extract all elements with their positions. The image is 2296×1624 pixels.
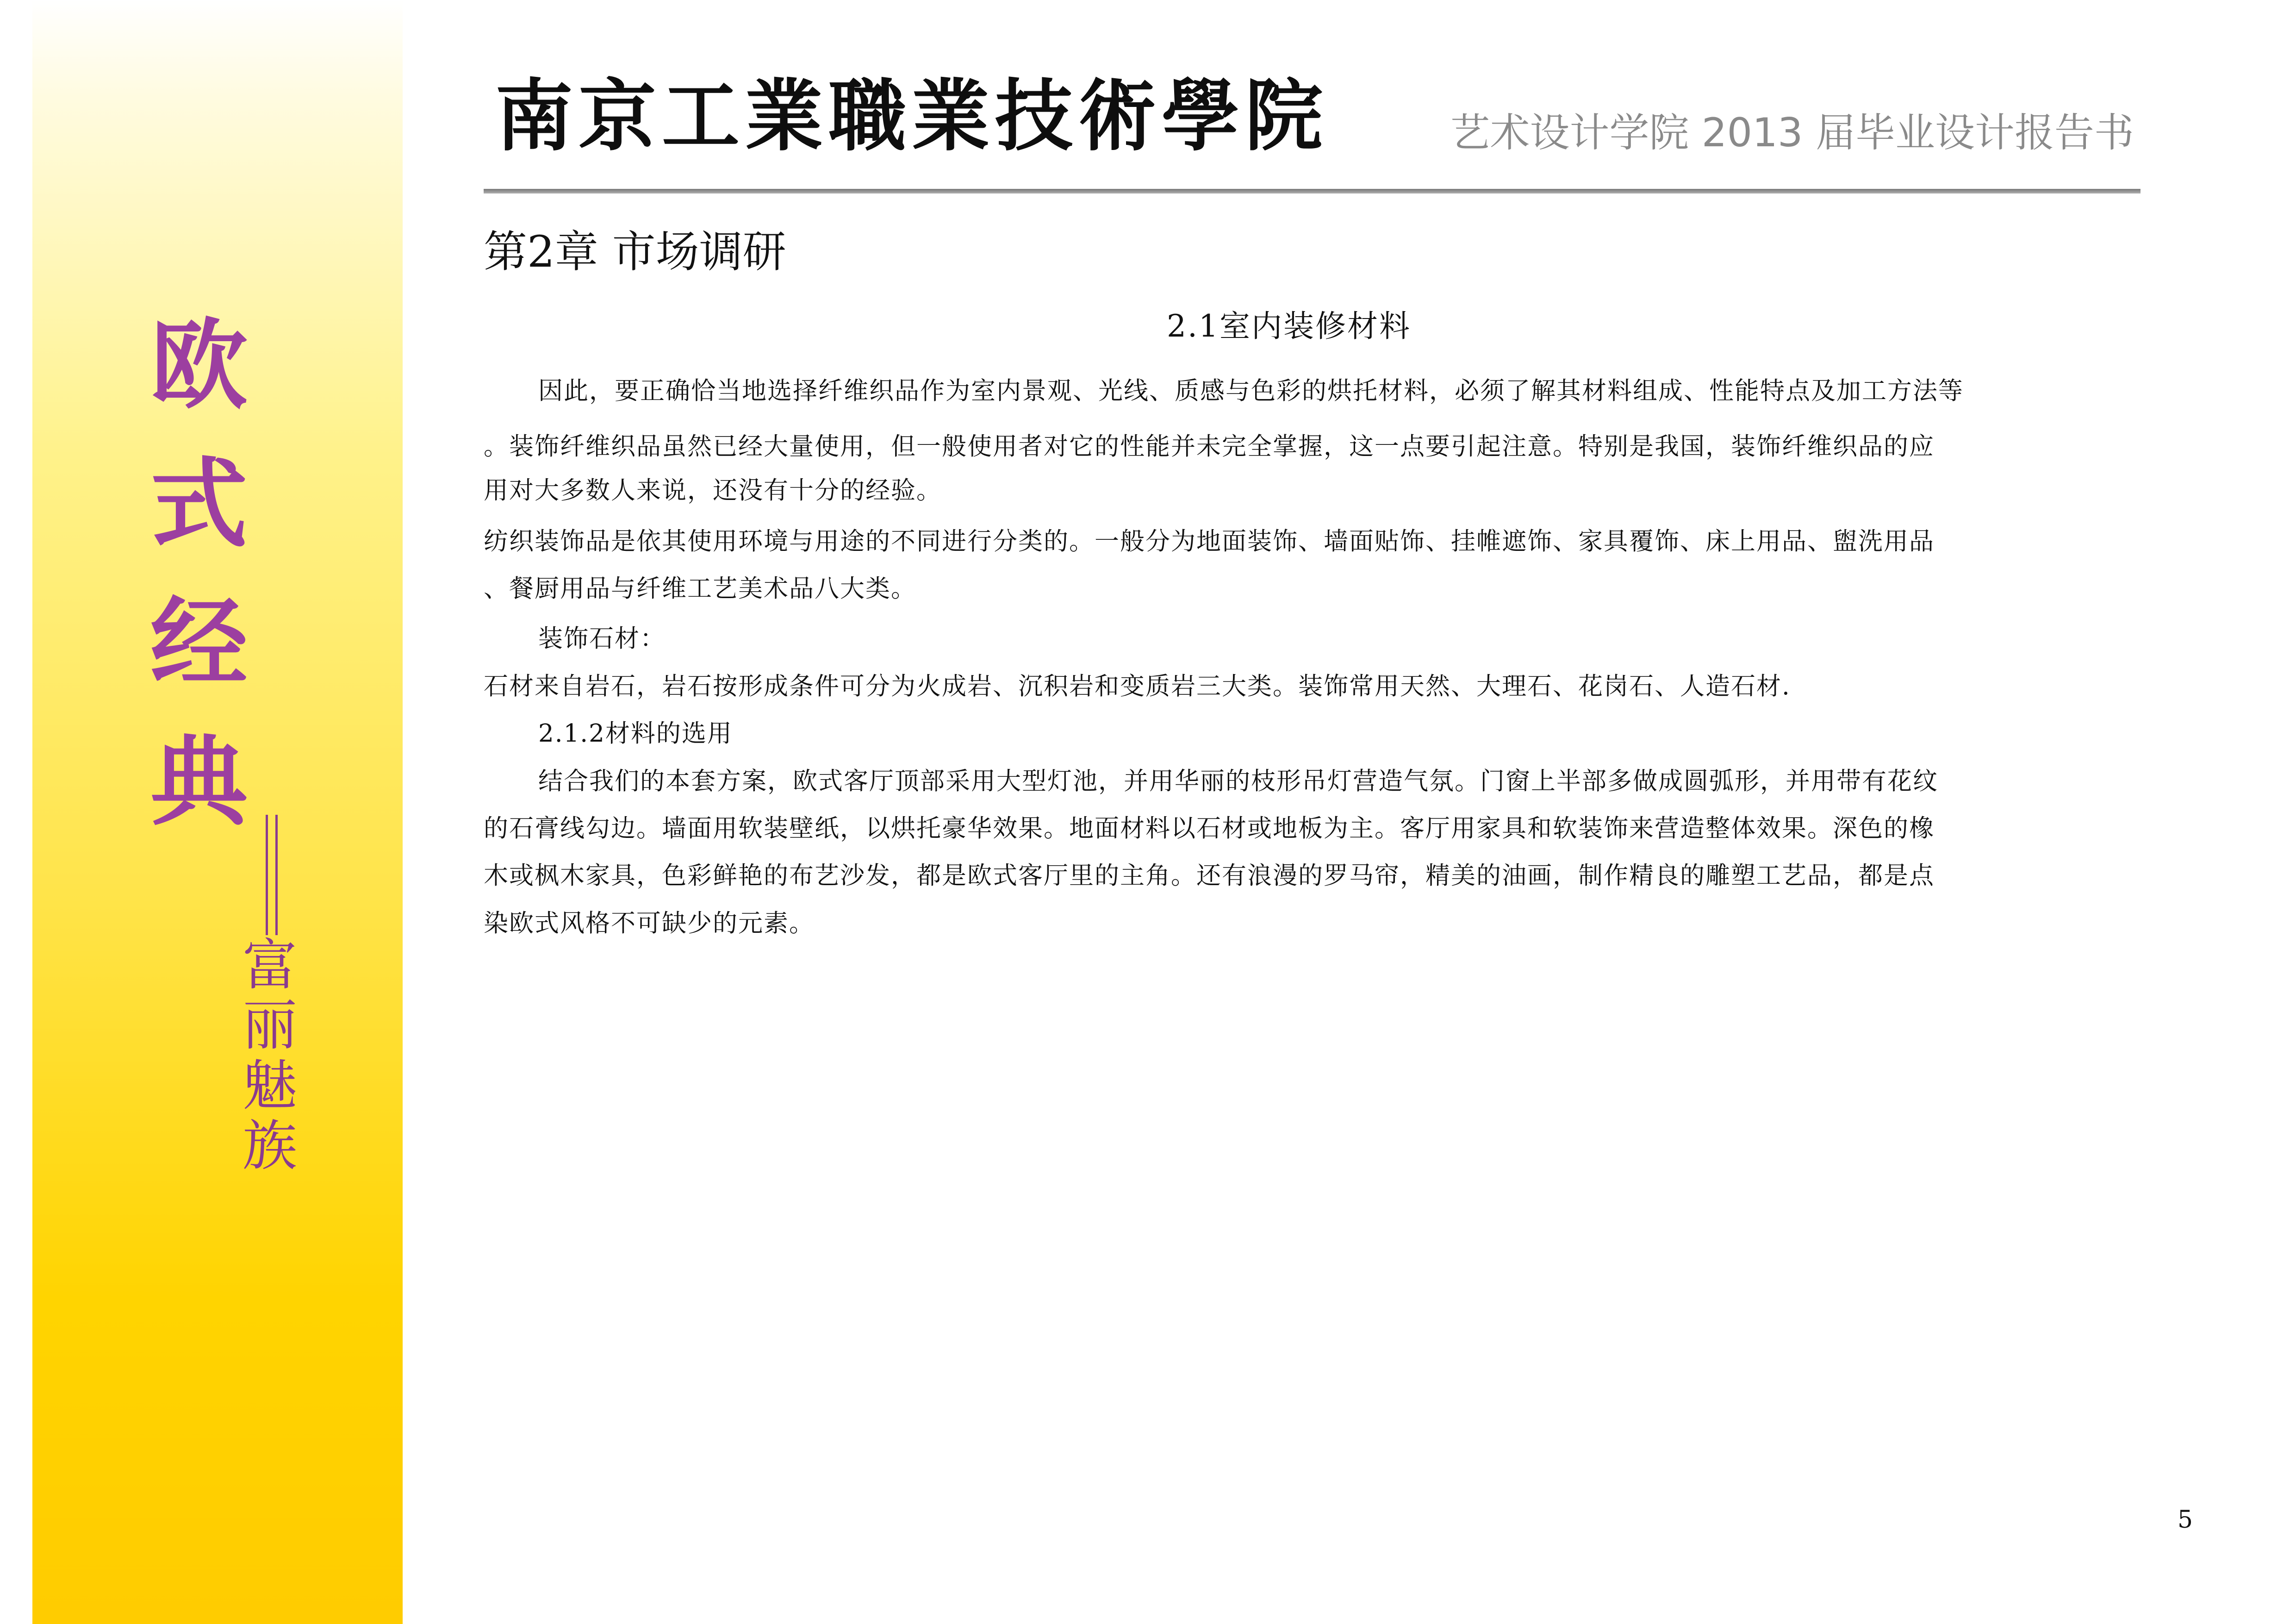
paragraph-line: 纺织装饰品是依其使用环境与用途的不同进行分类的。一般分为地面装饰、墙面贴饰、挂帷遮饰、家具覆饰、床上用品、盥洗用品 xyxy=(484,527,1935,556)
report-title: 艺术设计学院 2013 届毕业设计报告书 xyxy=(1450,110,2134,156)
page-number: 5 xyxy=(2178,1506,2193,1534)
sidebar-subtitle xyxy=(235,935,305,1176)
chapter-heading: 第2章 市场调研 xyxy=(484,227,786,277)
sidebar-subtitle-char: 族 xyxy=(242,1114,297,1178)
sidebar-title-char: 典 xyxy=(150,725,248,839)
paragraph-line: 结合我们的本套方案，欧式客厅顶部采用大型灯池，并用华丽的枝形吊灯营造气氛。门窗上半部多做成圆弧形，并用带有花纹 xyxy=(538,767,1938,795)
section-heading: 2.1室内装修材料 xyxy=(1167,308,1411,344)
sidebar-dash xyxy=(266,815,278,935)
subsection-heading: 2.1.2材料的选用 xyxy=(538,719,733,748)
paragraph-line: 的石膏线勾边。墙面用软装壁纸，以烘托豪华效果。地面材料以石材或地板为主。客厅用家具和软装饰来营造整体效果。深色的橡 xyxy=(484,814,1935,843)
sidebar-subtitle-char: 富 xyxy=(242,933,297,997)
paragraph-line: 用对大多数人来说，还没有十分的经验。 xyxy=(484,476,942,505)
paragraph-line: 石材来自岩石，岩石按形成条件可分为火成岩、沉积岩和变质岩三大类。装饰常用天然、大理石、花岗石、人造石材. xyxy=(484,672,1791,700)
sidebar-subtitle-char: 丽 xyxy=(242,993,297,1057)
school-name-logo: 南京工業職業技術學院 xyxy=(495,70,1328,162)
paragraph-line: 染欧式风格不可缺少的元素。 xyxy=(484,909,815,937)
paragraph-line: 装饰石材： xyxy=(538,625,666,653)
paragraph-line: 因此，要正确恰当地选择纤维织品作为室内景观、光线、质感与色彩的烘托材料，必须了解其材料组成、性能特点及加工方法等 xyxy=(538,377,1964,405)
sidebar-subtitle-char: 魅 xyxy=(242,1054,297,1118)
paragraph-line: 木或枫木家具，色彩鲜艳的布艺沙发，都是欧式客厅里的主角。还有浪漫的罗马帘，精美的油画，制作精良的雕塑工艺品，都是点 xyxy=(484,862,1935,890)
sidebar-title xyxy=(143,296,255,852)
header-divider xyxy=(484,189,2140,194)
sidebar-title-char: 经 xyxy=(150,587,248,700)
paragraph-line: 、餐厨用品与纤维工艺美术品八大类。 xyxy=(484,575,916,603)
sidebar-title-char: 欧 xyxy=(150,309,248,422)
sidebar-title-char: 式 xyxy=(150,448,248,561)
paragraph-line: 。装饰纤维织品虽然已经大量使用，但一般使用者对它的性能并未完全掌握，这一点要引起注意。特别是我国，装饰纤维织品的应 xyxy=(484,432,1935,461)
